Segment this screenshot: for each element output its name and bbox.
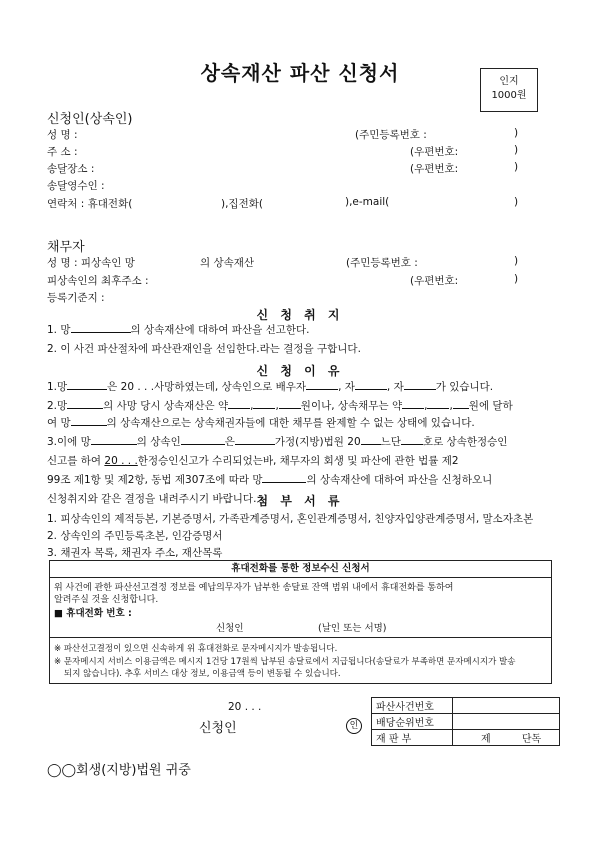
- reason-2-f: ,: [424, 400, 428, 412]
- reason-3-line-3-b: 의 상속재산에 대하여 파산을 신청하오니: [306, 474, 493, 486]
- blank: [262, 472, 306, 483]
- reason-3-d: 가정(지방)법원 20: [274, 436, 361, 448]
- reason-3: [47, 433, 507, 452]
- purpose-line-1: [47, 321, 309, 340]
- blank: [71, 415, 107, 426]
- reason-2-h: 원에 달하: [468, 400, 513, 412]
- reason-1-d: , 자: [386, 381, 404, 393]
- sms-note-2: ※ 문자메시지 서비스 이용금액은 메시지 1건당 17원씩 납부된 송달료에서 지급됩니다(송달료가 부족하면 문자메시지가 발송: [54, 657, 516, 667]
- case-number-table: [371, 697, 560, 746]
- sms-note-1: ※ 파산선고결정이 있으면 신속하게 위 휴대전화로 문자메시지가 발송됩니다.: [54, 644, 338, 654]
- attachment-item-3: 3. 채권자 목록, 채권자 주소, 재산목록: [47, 547, 223, 559]
- reason-3-c: 은: [224, 436, 235, 448]
- sms-notice-box: [49, 560, 552, 684]
- applicant-recipient-label: 송달영수인 :: [47, 180, 105, 192]
- applicant-delivery-postal-label: (우편번호:: [410, 163, 459, 175]
- blank: [453, 398, 469, 409]
- sms-seal-label: (날인 또는 서명): [318, 623, 387, 634]
- applicant-heading: 신청인(상속인): [47, 112, 133, 127]
- debtor-rrn-close: ): [514, 255, 519, 267]
- blank: [361, 434, 381, 445]
- reason-3-line-3-a: 99조 제1항 및 제2항, 동법 제307조에 따라 망: [47, 474, 263, 486]
- applicant-delivery-postal-close: ): [514, 161, 519, 173]
- debtor-estate-label: 의 상속재산: [200, 257, 255, 269]
- tribunal-prefix: 제: [481, 734, 491, 745]
- reason-1-b: 은 20 . . .사망하였는데, 상속인으로 배우자: [107, 381, 307, 393]
- applicant-name-label: 성 명 :: [47, 129, 78, 141]
- stamp-label: 인지: [499, 76, 519, 87]
- reason-1-e: 가 있습니다.: [435, 381, 494, 393]
- case-number-cell: [453, 698, 560, 714]
- applicant-delivery-label: 송달장소 :: [47, 163, 95, 175]
- blank: [67, 398, 103, 409]
- signature-applicant-label: 신청인: [199, 721, 237, 736]
- blank: [67, 379, 107, 390]
- blank: [91, 434, 137, 445]
- blank: [401, 434, 423, 445]
- dividend-rank-cell: [453, 714, 560, 730]
- blank: [228, 398, 250, 409]
- reasons-heading: 신 청 이 유: [256, 364, 344, 378]
- debtor-name-label: 성 명 : 피상속인 망: [47, 257, 135, 269]
- sms-body-line-2: 알려주실 것을 신청합니다.: [54, 595, 159, 605]
- applicant-rrn-label: (주민등록번호 :: [355, 129, 427, 141]
- case-number-label: 파산사건번호: [372, 698, 453, 714]
- applicant-postal-label: (우편번호:: [410, 146, 459, 158]
- sms-divider: [50, 637, 551, 638]
- reason-3-line-4: 신청취지와 같은 결정을 내려주시기 바랍니다.: [47, 493, 257, 505]
- blank: [235, 434, 275, 445]
- reason-3-a: 3.이에 망: [47, 436, 91, 448]
- blank: [306, 379, 338, 390]
- reason-1-a: 1.망: [47, 381, 68, 393]
- blank: [279, 398, 301, 409]
- reason-3-line-2: [47, 452, 459, 471]
- sms-body-line-1: 위 사건에 관한 파산선고결정 정보를 예납의무자가 납부한 송달료 잔액 범위 내에서 휴대전화를 통하여: [54, 583, 454, 593]
- sms-note-3: 되지 않습니다). 추후 서비스 대상 정보, 이용금액 등이 변동될 수 있습니다.: [64, 669, 341, 679]
- purpose-line-2: 2. 이 사건 파산절차에 파산관재인을 선임한다.라는 결정을 구합니다.: [47, 343, 361, 355]
- reason-3-line-2-b: 한정승인신고가 수리되었는바, 채무자의 회생 및 파산에 관한 법률 제2: [137, 455, 459, 467]
- stamp-amount: 1000원: [491, 90, 527, 101]
- blank: [71, 322, 131, 333]
- reason-3-b: 의 상속인: [136, 436, 181, 448]
- tribunal-suffix: 단독: [521, 734, 542, 745]
- reason-2-a: 2.망: [47, 400, 68, 412]
- blank: [181, 434, 225, 445]
- tribunal-cell: [453, 730, 560, 746]
- reason-3-line-2-a: 신고를 하여: [47, 455, 102, 467]
- reason-2-b: 의 사망 당시 상속재산은 약: [103, 400, 229, 412]
- reason-2-line-2: [47, 414, 475, 433]
- reason-2-c: ,: [250, 400, 254, 412]
- attachment-item-1: 1. 피상속인의 제적등본, 기본증명서, 가족관계증명서, 혼인관계증명서, 친양자입양관계증명서, 말소자초본: [47, 513, 534, 525]
- reason-3-e: 느단: [380, 436, 401, 448]
- applicant-home-phone-label: ),집전화(: [221, 198, 263, 210]
- reason-2-line-2-a: 여 망: [47, 417, 71, 429]
- debtor-postal-close: ): [514, 273, 519, 285]
- debtor-heading: 채무자: [47, 240, 85, 255]
- debtor-registry-label: 등록기준지 :: [47, 292, 105, 304]
- applicant-postal-close: ): [514, 144, 519, 156]
- court-addressee: ◯◯회생(지방)법원 귀중: [47, 763, 191, 778]
- blank: [427, 398, 449, 409]
- applicant-rrn-close: ): [514, 127, 519, 139]
- debtor-last-address-label: 피상속인의 최후주소 :: [47, 275, 149, 287]
- reason-2-line-2-b: 의 상속재산으로는 상속채권자들에 대한 채무를 완제할 수 없는 상태에 있습니다.: [106, 417, 475, 429]
- sms-notice-header: 휴대전화를 통한 정보수신 신청서: [50, 561, 551, 578]
- blank: [402, 398, 424, 409]
- applicant-contact-label: 연락처 : 휴대전화(: [47, 198, 133, 210]
- blank: [355, 379, 387, 390]
- reason-2-d: ,: [275, 400, 279, 412]
- sms-applicant-label: 신청인: [216, 623, 244, 634]
- purpose-line-1-a: 1. 망: [47, 324, 71, 336]
- reason-1-c: , 자: [338, 381, 355, 393]
- tribunal-label: 재 판 부: [372, 730, 453, 746]
- attachments-heading: 첨 부 서 류: [256, 494, 344, 508]
- reason-1: [47, 378, 493, 397]
- seal-mark: 인: [346, 718, 362, 734]
- sms-phone-label: ■ 휴대전화 번호 :: [54, 608, 132, 619]
- document-title: 상속재산 파산 신청서: [200, 61, 400, 85]
- purpose-heading: 신 청 취 지: [256, 308, 344, 322]
- reason-3-year: 20 . . .: [104, 455, 138, 467]
- attachment-item-2: 2. 상속인의 주민등록초본, 인감증명서: [47, 530, 223, 542]
- reason-3-line-3: [47, 471, 492, 490]
- blank: [253, 398, 275, 409]
- reason-2-e: 원이나, 상속채무는 약: [300, 400, 403, 412]
- debtor-postal-label: (우편번호:: [410, 275, 459, 287]
- signature-date: 20 . . .: [228, 701, 262, 713]
- applicant-email-close: ): [514, 196, 519, 208]
- debtor-rrn-label: (주민등록번호 :: [346, 257, 418, 269]
- blank: [404, 379, 436, 390]
- reason-3-f: 호로 상속한정승인: [422, 436, 508, 448]
- revenue-stamp-box: [480, 68, 538, 112]
- dividend-rank-label: 배당순위번호: [372, 714, 453, 730]
- applicant-address-label: 주 소 :: [47, 146, 78, 158]
- applicant-email-label: ),e-mail(: [345, 196, 390, 208]
- reason-2-g: ,: [449, 400, 453, 412]
- purpose-line-1-b: 의 상속재산에 대하여 파산을 선고한다.: [130, 324, 310, 336]
- signature-seal: [346, 718, 362, 734]
